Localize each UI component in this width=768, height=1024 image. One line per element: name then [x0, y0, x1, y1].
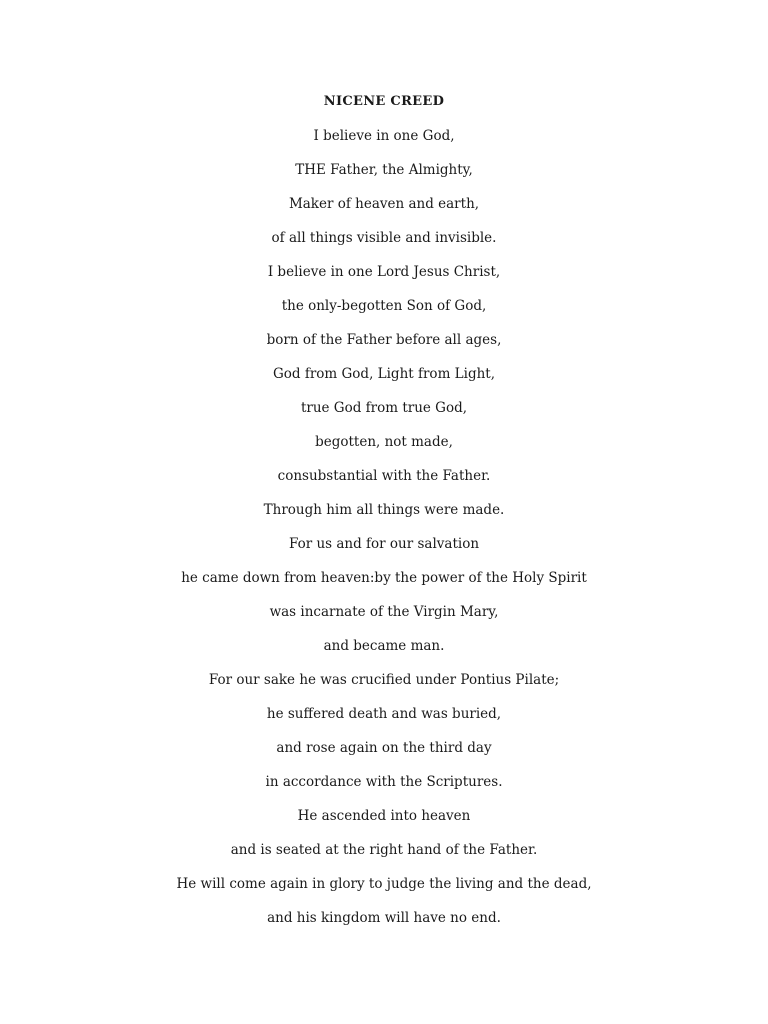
document-title: NICENE CREED	[323, 94, 445, 109]
creed-line: For our sake he was crucified under Pontius Pilate;	[208, 672, 560, 688]
creed-line: For us and for our salvation	[288, 536, 480, 552]
creed-line: I believe in one Lord Jesus Christ,	[267, 264, 501, 280]
creed-line: and rose again on the third day	[276, 740, 492, 756]
creed-line: I believe in one God,	[313, 128, 455, 144]
creed-line: was incarnate of the Virgin Mary,	[269, 604, 499, 620]
creed-line: and is seated at the right hand of the Father.	[230, 842, 538, 858]
creed-line: he came down from heaven:by the power of the Holy Spirit	[181, 570, 587, 586]
creed-line: consubstantial with the Father.	[277, 468, 491, 484]
creed-line: and became man.	[323, 638, 445, 654]
creed-line: THE Father, the Almighty,	[295, 162, 473, 178]
creed-line: Maker of heaven and earth,	[288, 196, 480, 212]
creed-line: God from God, Light from Light,	[273, 366, 495, 382]
creed-line: born of the Father before all ages,	[266, 332, 502, 348]
creed-line: begotten, not made,	[315, 434, 453, 450]
creed-line: He will come again in glory to judge the living and the dead,	[176, 876, 592, 892]
creed-line: Through him all things were made.	[263, 502, 505, 518]
creed-line: the only-begotten Son of God,	[281, 298, 487, 314]
creed-text	[0, 126, 768, 942]
creed-line: in accordance with the Scriptures.	[265, 774, 503, 790]
creed-line: he suffered death and was buried,	[266, 706, 502, 722]
creed-line: He ascended into heaven	[297, 808, 471, 824]
creed-line: and his kingdom will have no end.	[267, 910, 501, 926]
creed-line: true God from true God,	[300, 400, 468, 416]
creed-line: of all things visible and invisible.	[271, 230, 497, 246]
